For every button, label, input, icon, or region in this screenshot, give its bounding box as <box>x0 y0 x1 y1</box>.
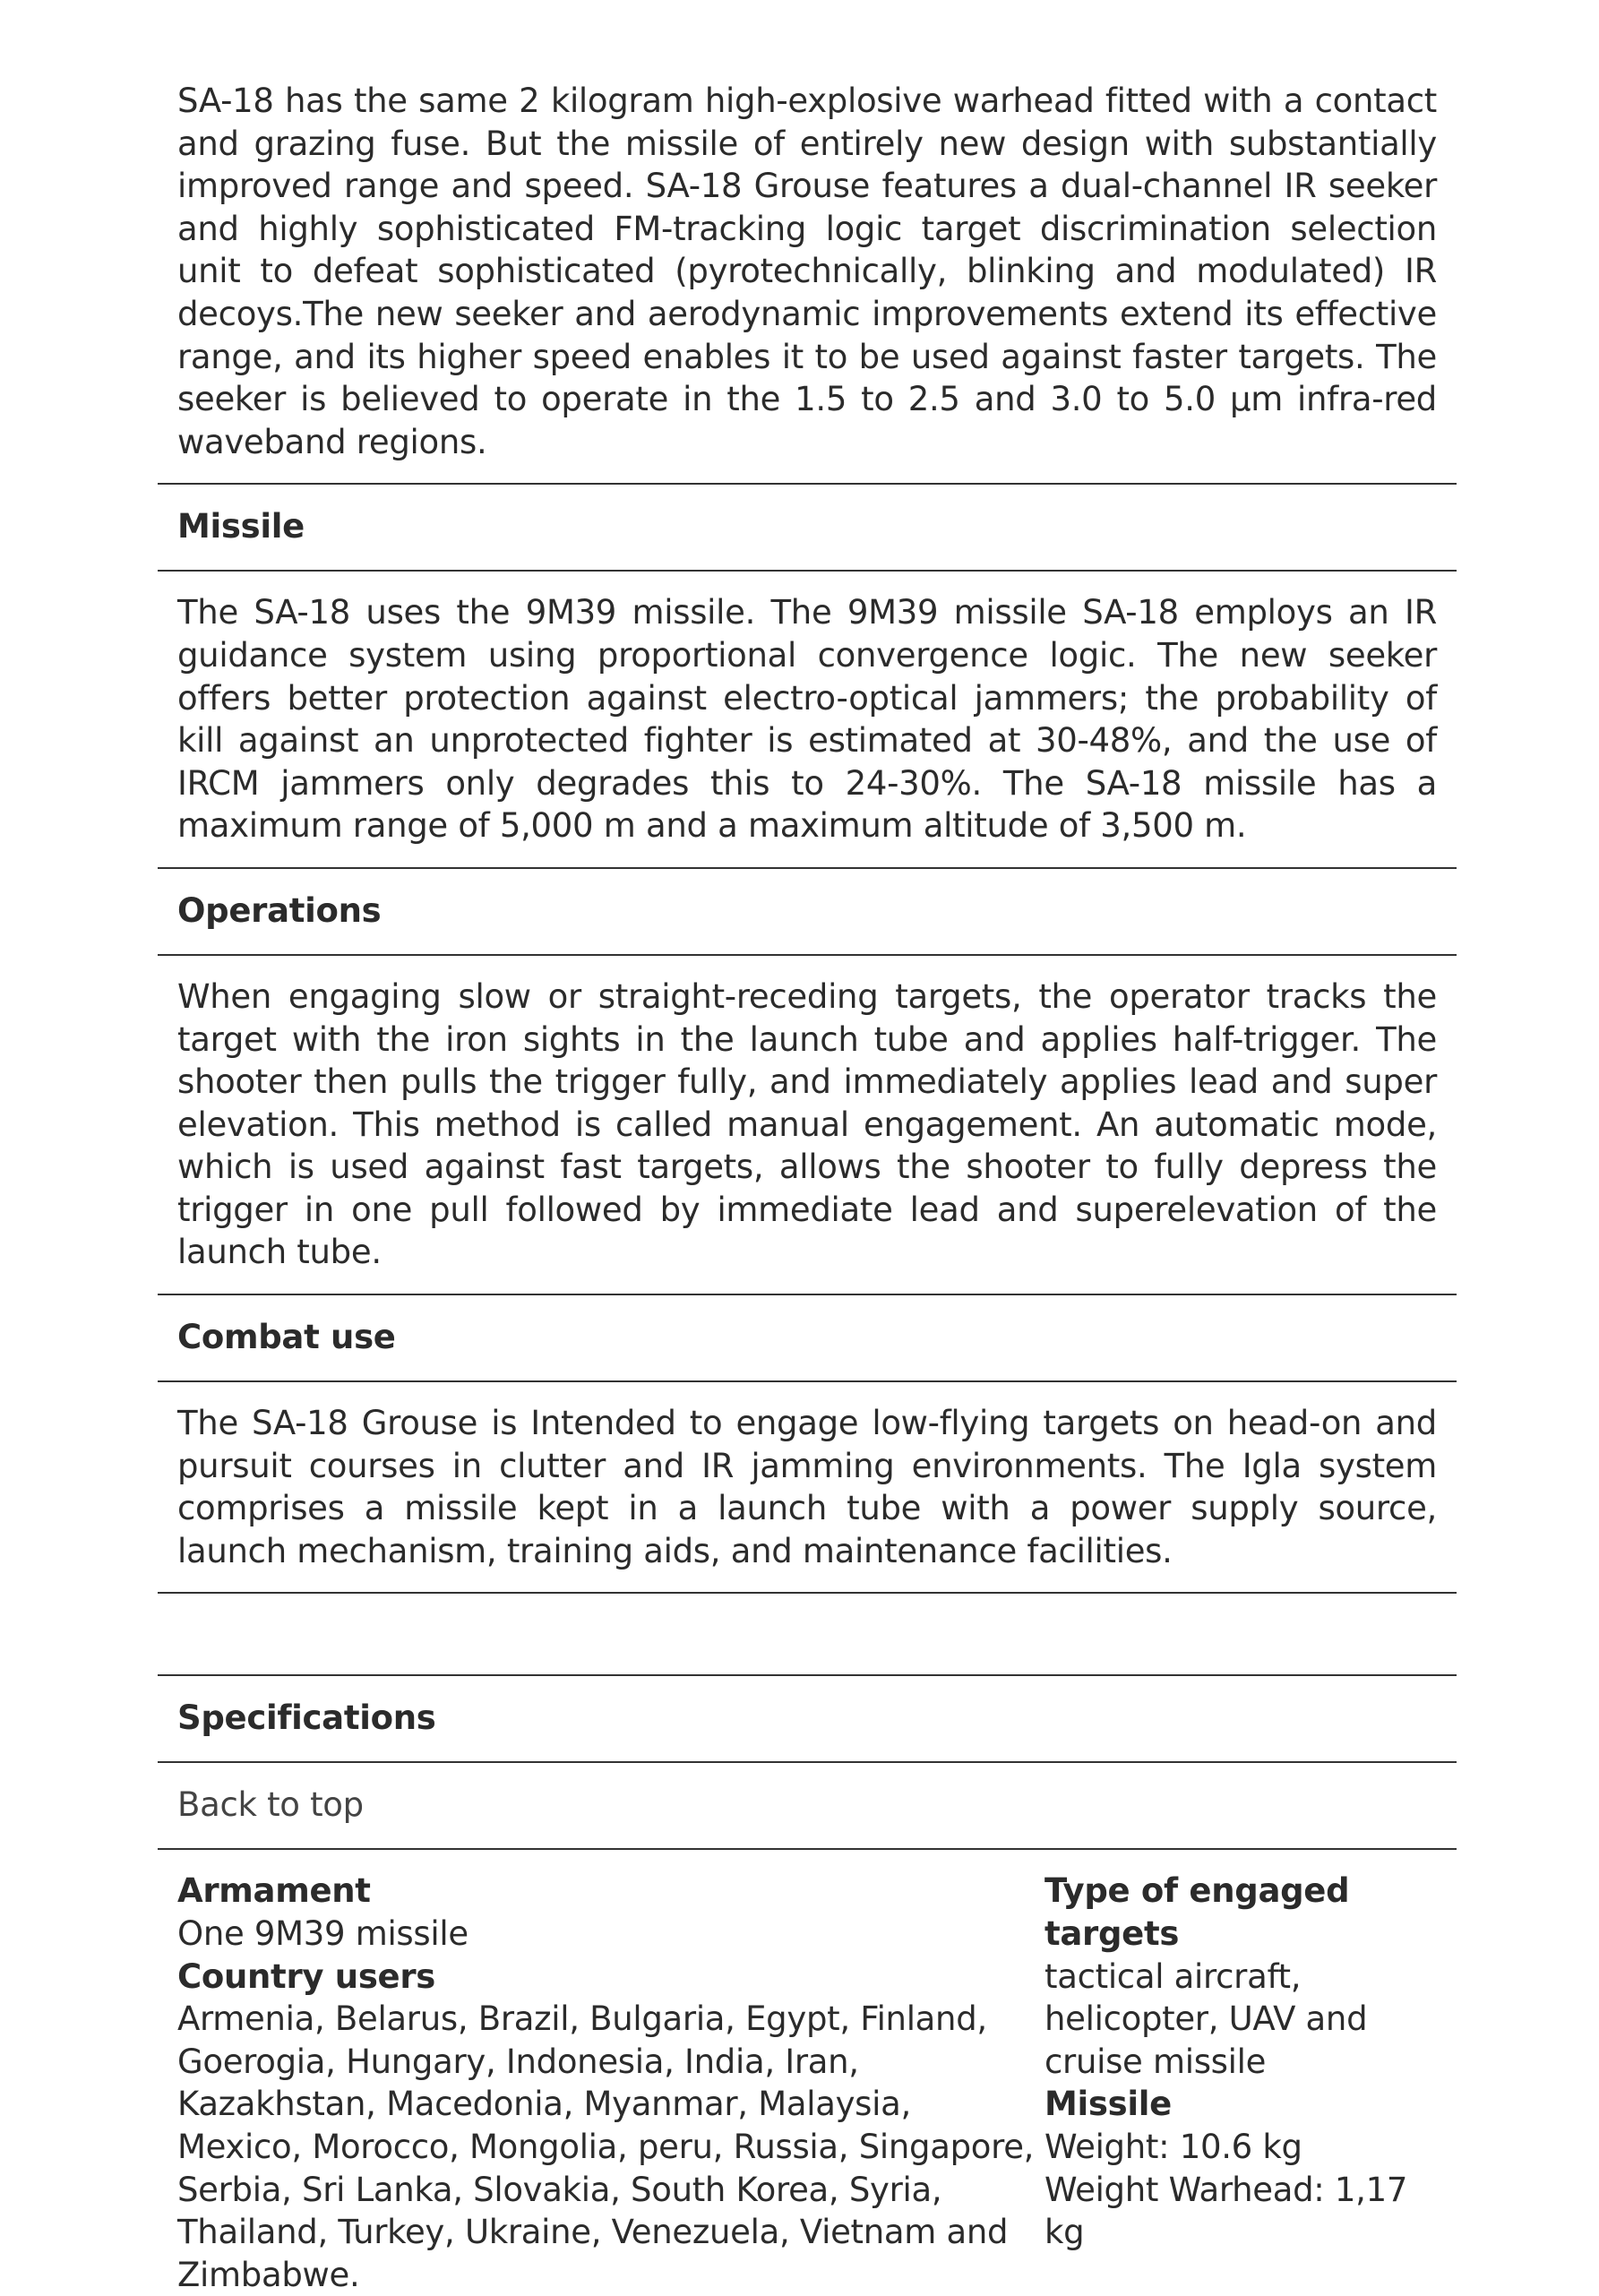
country-users-value: Armenia, Belarus, Brazil, Bulgaria, Egypt, Finland, Goerogia, Hungary, Indonesia, India, Iran, Kazakhstan, Macedonia, Myanmar, Malaysia, Mexico, Morocco, Mongolia, peru, Russia, Singapore, Serbia, Sri Lanka, Slovakia, South Korea, Syria, Thailand, Turkey, Ukraine, Venezuela, Vietnam and Zimbabwe. <box>177 1999 1035 2294</box>
armament-value: One 9M39 missile <box>177 1914 469 1954</box>
spacer <box>158 1594 1457 1674</box>
specifications-left-column <box>177 1870 1037 2296</box>
section-heading-combat-use: Combat use <box>177 1318 396 1357</box>
section-heading-operations: Operations <box>177 890 382 930</box>
specifications-right-column <box>1045 1870 1431 2296</box>
operations-paragraph: When engaging slow or straight-receding targets, the operator tracks the target with the iron sights in the launch tube and applies half-trigger. The shooter then pulls the trigger fully, and immediately applies lead and super elevation. This method is called manual engagement. An automatic mode, which is used against fast targets, allows the shooter to fully depress the trigger in one pull followed by immediate lead and superelevation of the launch tube. <box>177 976 1437 1272</box>
operations-section <box>158 956 1457 1294</box>
engaged-targets-value: tactical aircraft, helicopter, UAV and cruise missile <box>1045 1956 1368 2081</box>
warhead-weight: Weight Warhead: 1,17 kg <box>1045 2170 1408 2252</box>
article-page <box>158 0 1457 2296</box>
missile-paragraph: The SA-18 uses the 9M39 missile. The 9M39 missile SA-18 employs an IR guidance system using proportional convergence logic. The new seeker offers better protection against electro-optical jammers; the probability of kill against an unprotected fighter is estimated at 30-48%, and the use of IRCM jammers only degrades this to 24-30%. The SA-18 missile has a maximum range of 5,000 m and a maximum altitude of 3,500 m. <box>177 593 1437 846</box>
country-users-label: Country users <box>177 1956 436 1996</box>
section-heading-specifications: Specifications <box>177 1698 436 1738</box>
missile-label: Missile <box>1045 2085 1172 2124</box>
specifications-table <box>158 1850 1457 2296</box>
combat-use-paragraph: The SA-18 Grouse is Intended to engage low-flying targets on head-on and pursuit courses in clutter and IR jamming environments. The Igla system comprises a missile kept in a launch tube with a power supply source, launch mechanism, training aids, and maintenance facilities. <box>177 1404 1437 1570</box>
section-heading-missile: Missile <box>177 507 305 546</box>
missile-weight: Weight: 10.6 kg <box>1045 2128 1302 2166</box>
armament-label: Armament <box>177 1871 371 1911</box>
intro-section <box>158 0 1457 483</box>
intro-paragraph: SA-18 has the same 2 kilogram high-explosive warhead fitted with a contact and grazing fuse. But the missile of entirely new design with substantially improved range and speed. SA-18 Grouse features a dual-channel IR seeker and highly sophisticated FM-tracking logic target discrimination selection unit to defeat sophisticated (pyrotechnically, blinking and modulated) IR decoys.The new seeker and aerodynamic improvements extend its effective range, and its higher speed enables it to be used against faster targets. The seeker is believed to operate in the 1.5 to 2.5 and 3.0 to 5.0 µm infra-red waveband regions. <box>177 82 1437 461</box>
engaged-targets-label: Type of engaged targets <box>1045 1871 1350 1954</box>
combat-use-section <box>158 1382 1457 1592</box>
missile-section <box>158 572 1457 867</box>
back-to-top-link[interactable]: Back to top <box>177 1785 364 1825</box>
